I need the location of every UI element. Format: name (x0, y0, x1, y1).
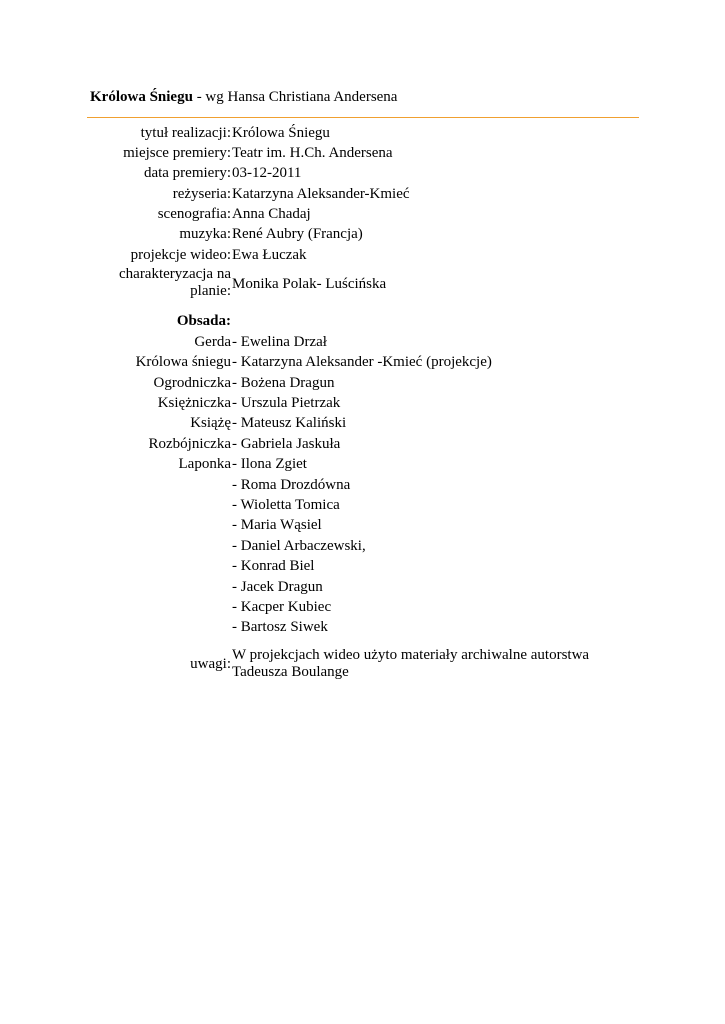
cast-role: Książę (190, 415, 231, 431)
detail-label: projekcje wideo: (130, 247, 231, 263)
cast-role: Rozbójniczka (148, 436, 231, 452)
cast-actor: - Ilona Zgiet (232, 456, 307, 472)
detail-value: Teatr im. H.Ch. Andersena (232, 145, 393, 161)
cast-role: Królowa śniegu (135, 354, 231, 370)
characterization-value: Monika Polak- Luścińska (232, 276, 387, 292)
cast-actor: - Daniel Arbaczewski, (232, 538, 366, 554)
cast-actor: - Urszula Pietrzak (232, 395, 341, 411)
detail-value: Ewa Łuczak (232, 247, 307, 263)
detail-value: Katarzyna Aleksander-Kmieć (232, 186, 410, 202)
characterization-label-line2: planie: (190, 283, 231, 299)
play-subtitle: - wg Hansa Christiana Andersena (192, 89, 398, 105)
detail-label: scenografia: (157, 206, 231, 222)
cast-actor: - Katarzyna Aleksander -Kmieć (projekcje) (232, 354, 492, 370)
characterization-row (0, 266, 725, 302)
cast-role: Laponka (178, 456, 231, 472)
cast-actor: - Mateusz Kaliński (232, 415, 347, 431)
detail-value: 03-12-2011 (232, 165, 302, 181)
notes-label: uwagi: (190, 656, 231, 672)
play-title: Królowa Śniegu (90, 89, 193, 105)
detail-value: René Aubry (Francja) (232, 226, 363, 242)
cast-actor: - Konrad Biel (232, 558, 315, 574)
cast-actor: - Roma Drozdówna (232, 477, 351, 493)
detail-label: data premiery: (143, 165, 231, 181)
notes-line1: W projekcjach wideo użyto materiały archiwalne autorstwa (232, 647, 590, 663)
cast-role: Księżniczka (157, 395, 231, 411)
notes-line2: Tadeusza Boulange (232, 664, 349, 680)
cast-actor: - Maria Wąsiel (232, 517, 322, 533)
characterization-label-line1: charakteryzacja na (119, 266, 231, 282)
cast-actor: - Kacper Kubiec (232, 599, 332, 615)
notes-row (0, 646, 725, 682)
cast-actor: - Bożena Dragun (232, 375, 335, 391)
cast-actor: - Bartosz Siwek (232, 619, 328, 635)
detail-label: tytuł realizacji: (140, 125, 231, 141)
cast-actor: - Gabriela Jaskuła (232, 436, 341, 452)
cast-role: Ogrodniczka (153, 375, 231, 391)
detail-value: Królowa Śniegu (232, 125, 330, 141)
detail-label: miejsce premiery: (123, 145, 231, 161)
detail-label: reżyseria: (172, 186, 231, 202)
document-header (90, 89, 397, 106)
detail-value: Anna Chadaj (232, 206, 311, 222)
cast-role: Gerda (194, 334, 231, 350)
detail-label: muzyka: (179, 226, 231, 242)
header-divider (87, 117, 639, 118)
cast-heading: Obsada: (176, 313, 231, 329)
cast-actor: - Ewelina Drzał (232, 334, 327, 350)
cast-actor: - Jacek Dragun (232, 579, 323, 595)
cast-actor: - Wioletta Tomica (232, 497, 340, 513)
